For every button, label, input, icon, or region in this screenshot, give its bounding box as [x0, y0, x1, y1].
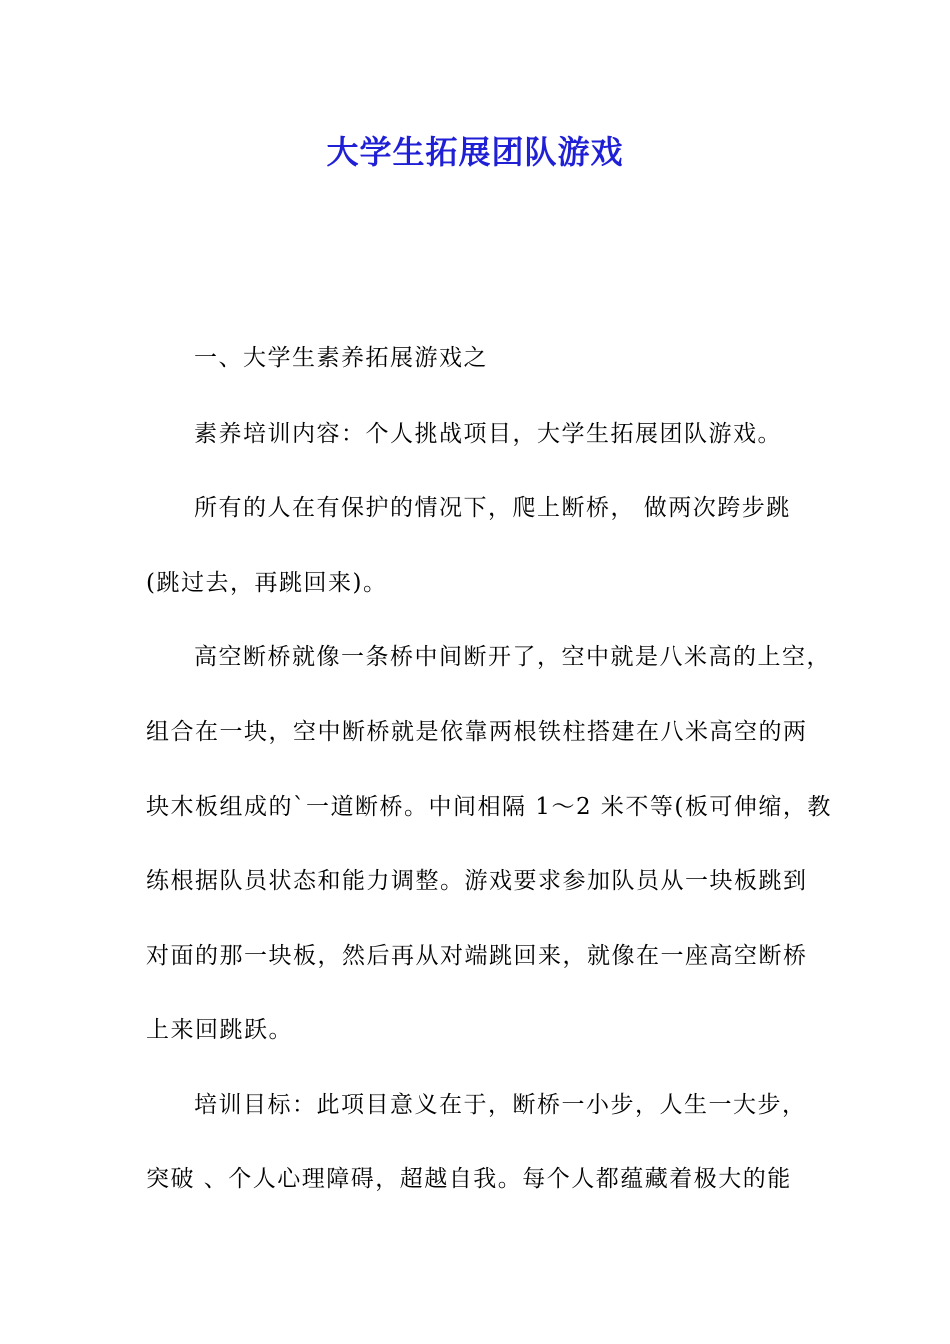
paragraph-line: 对面的那一块板，然后再从对端跳回来，就像在一座高空断桥 [146, 943, 808, 969]
paragraph-line: 培训目标：此项目意义在于，断桥一小步，人生一大步， [194, 1092, 807, 1118]
paragraph-line: 组合在一块，空中断桥就是依靠两根铁柱搭建在八米高空的两 [146, 719, 808, 745]
paragraph-line: 所有的人在有保护的情况下，爬上断桥， 做两次跨步跳 [194, 495, 791, 521]
paragraph-line: 练根据队员状态和能力调整。游戏要求参加队员从一块板跳到 [146, 868, 808, 894]
paragraph-line: (跳过去，再跳回来)。 [146, 570, 388, 596]
paragraph-line: 突破 、个人心理障碍，超越自我。每个人都蕴藏着极大的能 [146, 1166, 792, 1192]
document-title: 大学生拓展团队游戏 [326, 133, 624, 171]
paragraph-line: 块木板组成的`一道断桥。中间相隔 1～2 米不等(板可伸缩，教 [146, 794, 832, 820]
paragraph-line: 高空断桥就像一条桥中间断开了，空中就是八米高的上空， [194, 644, 831, 670]
paragraph-line: 上来回跳跃。 [146, 1017, 293, 1043]
section-heading: 一、大学生素养拓展游戏之 [194, 345, 488, 371]
paragraph-line: 素养培训内容：个人挑战项目，大学生拓展团队游戏。 [194, 421, 782, 447]
